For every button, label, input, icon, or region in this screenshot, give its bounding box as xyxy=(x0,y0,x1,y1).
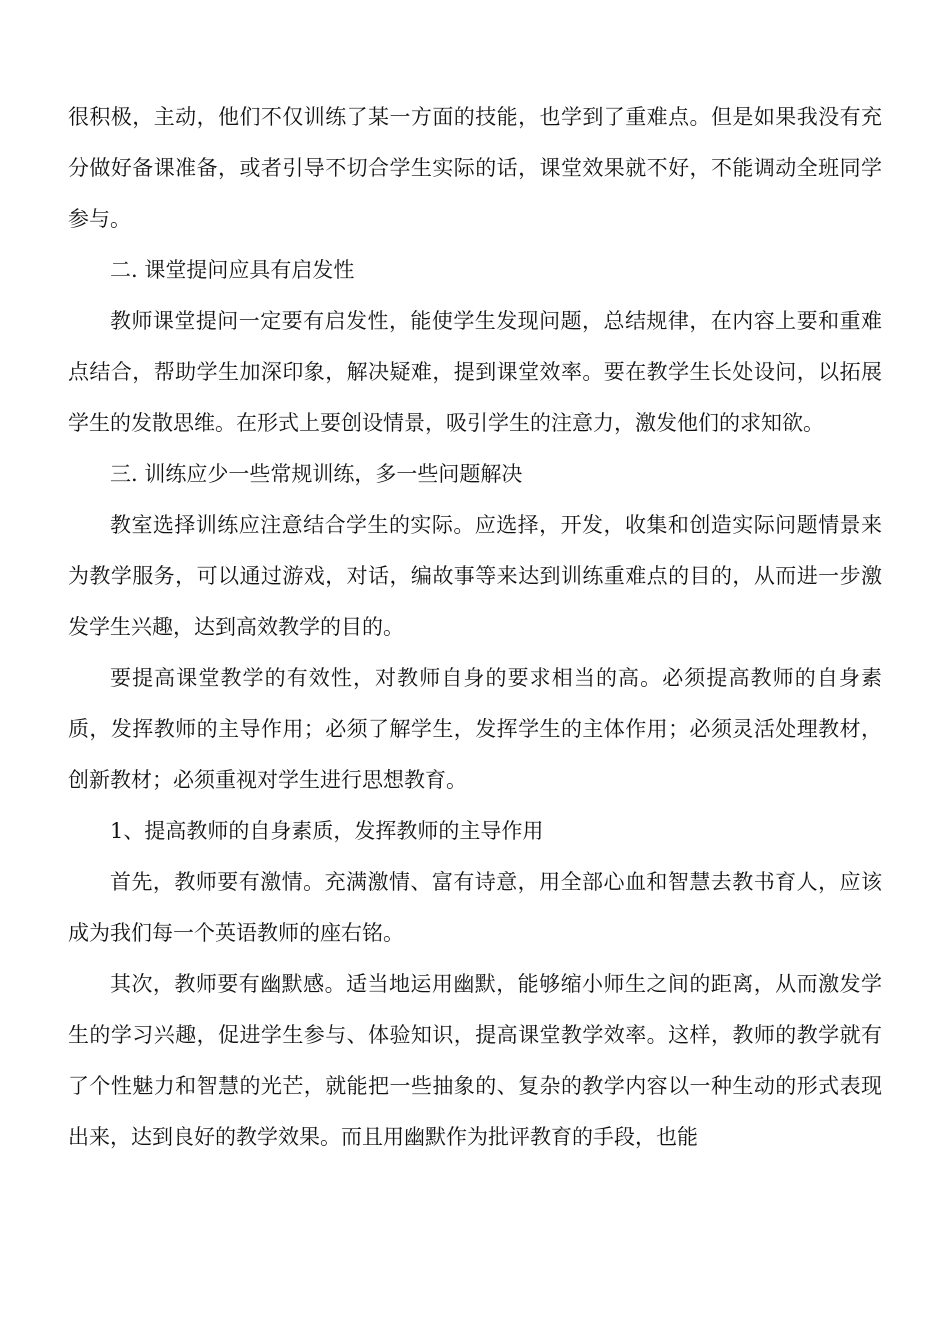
paragraph-humor: 其次，教师要有幽默感。适当地运用幽默，能够缩小师生之间的距离，从而激发学生的学习兴趣，促进学生参与、体验知识，提高课堂教学效率。这样，教师的教学就有了个性魅力和智慧的光芒，就能把一些抽象的、复杂的教学内容以一种生动的形式表现出来，达到良好的教学效果。而且用幽默作为批评教育的手段，也能 xyxy=(68,972,882,1149)
paragraph-training: 教室选择训练应注意结合学生的实际。应选择，开发，收集和创造实际问题情景来为教学服务，可以通过游戏，对话，编故事等来达到训练重难点的目的，从而进一步激发学生兴趣，达到高效教学的目的。 xyxy=(68,513,882,639)
paragraph-passion: 首先，教师要有激情。充满激情、富有诗意，用全部心血和智慧去教书育人，应该成为我们每一个英语教师的座右铭。 xyxy=(68,870,882,945)
subsection-heading-1: 1、提高教师的自身素质，发挥教师的主导作用 xyxy=(110,819,544,843)
paragraph-questioning: 教师课堂提问一定要有启发性，能使学生发现问题，总结规律，在内容上要和重难点结合，帮助学生加深印象，解决疑难，提到课堂效率。要在教学生长处设问，以拓展学生的发散思维。在形式上要创设情景，吸引学生的注意力，激发他们的求知欲。 xyxy=(68,309,882,435)
paragraph-continuation: 很积极，主动，他们不仅训练了某一方面的技能，也学到了重难点。但是如果我没有充分做好备课准备，或者引导不切合学生实际的话，课堂效果就不好，不能调动全班同学参与。 xyxy=(68,105,882,231)
paragraph-effectiveness: 要提高课堂教学的有效性，对教师自身的要求相当的高。必须提高教师的自身素质，发挥教师的主导作用；必须了解学生，发挥学生的主体作用；必须灵活处理教材，创新教材；必须重视对学生进行思想教育。 xyxy=(68,666,882,792)
section-heading-2: 二. 课堂提问应具有启发性 xyxy=(110,258,355,282)
document-body xyxy=(68,92,882,1163)
section-heading-3: 三. 训练应少一些常规训练，多一些问题解决 xyxy=(110,462,523,486)
